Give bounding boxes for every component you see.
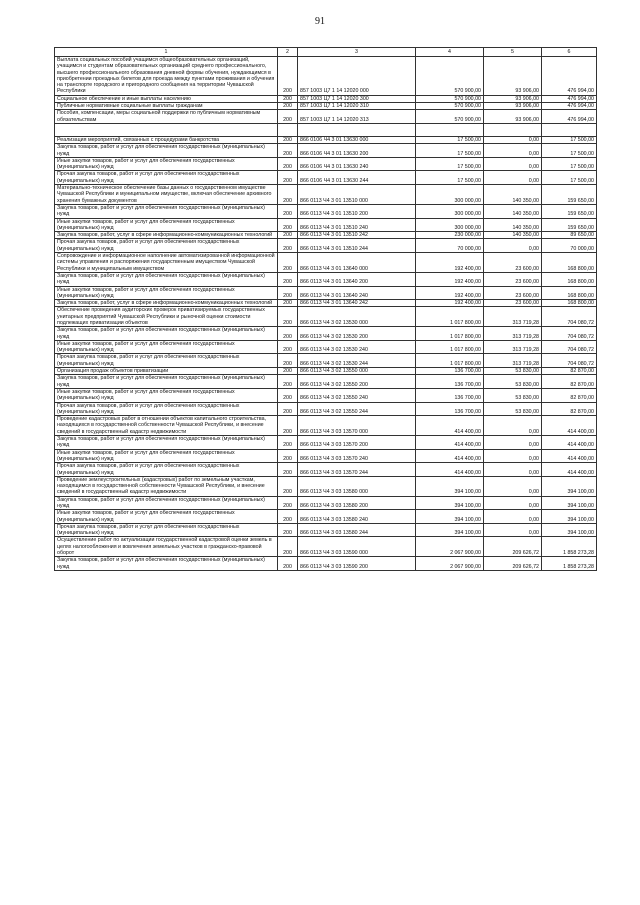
row-column2-cell: 200 <box>278 476 298 496</box>
row-name-cell: Прочая закупка товаров, работ и услуг для обеспечения государственных (муниципальных) нужд <box>55 523 278 537</box>
row-name-cell: Прочая закупка товаров, работ и услуг для обеспечения государственных (муниципальных) нужд <box>55 463 278 477</box>
row-column2-cell: 200 <box>278 307 298 327</box>
table-row <box>55 375 597 389</box>
row-value2-cell: 93 906,00 <box>484 103 542 110</box>
table-row <box>55 144 597 158</box>
row-name-cell: Закупка товаров, работ и услуг для обеспечения государственных (муниципальных) нужд <box>55 436 278 450</box>
row-value2-cell: 0,00 <box>484 239 542 253</box>
row-column2-cell: 200 <box>278 272 298 286</box>
table-row <box>55 307 597 327</box>
table-row <box>55 557 597 571</box>
table-row <box>55 476 597 496</box>
row-code-cell: 866 0106 Ч4 3 01 13630 244 <box>298 171 416 185</box>
row-value3-cell: 1 858 273,28 <box>542 557 597 571</box>
row-column2-cell: 200 <box>278 368 298 375</box>
row-value3-cell: 82 870,00 <box>542 375 597 389</box>
row-name-cell: Материально-техническое обеспечение базы данных о государственном имуществе Чувашской Республики и муниципальном имуществе, включая обеспечение архивного хранения бумажных документов <box>55 185 278 205</box>
row-value1-cell: 414 400,00 <box>416 436 484 450</box>
row-value2-cell: 0,00 <box>484 136 542 143</box>
row-column2-cell: 200 <box>278 510 298 524</box>
row-code-cell: 866 0113 Ч4 3 03 13590 200 <box>298 557 416 571</box>
row-value2-cell: 0,00 <box>484 523 542 537</box>
row-value1-cell: 300 000,00 <box>416 185 484 205</box>
table-row <box>55 388 597 402</box>
row-code-cell: 866 0113 Ч4 3 03 13580 240 <box>298 510 416 524</box>
row-column2-cell: 200 <box>278 327 298 341</box>
row-value1-cell: 394 100,00 <box>416 496 484 510</box>
row-name-cell: Прочая закупка товаров, работ и услуг для обеспечения государственных (муниципальных) нужд <box>55 354 278 368</box>
row-code-cell <box>298 123 416 136</box>
row-value3-cell: 82 870,00 <box>542 388 597 402</box>
row-value2-cell: 140 350,00 <box>484 232 542 239</box>
table-row <box>55 272 597 286</box>
row-value3-cell: 704 080,72 <box>542 307 597 327</box>
row-column2-cell: 200 <box>278 416 298 436</box>
row-code-cell: 866 0113 Ч4 3 01 13640 200 <box>298 272 416 286</box>
row-code-cell: 866 0113 Ч4 3 01 13510 240 <box>298 218 416 232</box>
row-value3-cell: 414 400,00 <box>542 449 597 463</box>
row-value3-cell: 89 650,00 <box>542 232 597 239</box>
row-value2-cell: 0,00 <box>484 449 542 463</box>
table-row <box>55 110 597 124</box>
row-value2-cell: 313 719,28 <box>484 327 542 341</box>
row-code-cell: 866 0113 Ч4 3 01 13510 242 <box>298 232 416 239</box>
row-value2-cell: 0,00 <box>484 463 542 477</box>
row-value1-cell <box>416 123 484 136</box>
row-name-cell: Иные закупки товаров, работ и услуг для обеспечения государственных (муниципальных) нужд <box>55 340 278 354</box>
table-row <box>55 496 597 510</box>
row-value2-cell: 93 906,00 <box>484 110 542 124</box>
row-column2-cell: 200 <box>278 218 298 232</box>
row-value1-cell: 1 017 800,00 <box>416 307 484 327</box>
row-value3-cell <box>542 123 597 136</box>
column-header: 1 <box>55 48 278 57</box>
row-name-cell <box>55 123 278 136</box>
table-row <box>55 354 597 368</box>
row-name-cell: Обеспечение проведения аудиторских проверок приватизируемых государственных унитарных предприятий Чувашской Республики и рыночной оценки стоимости подлежащих приватизации объектов <box>55 307 278 327</box>
row-name-cell: Закупка товаров, работ и услуг для обеспечения государственных (муниципальных) нужд <box>55 375 278 389</box>
row-name-cell: Иные закупки товаров, работ и услуг для обеспечения государственных (муниципальных) нужд <box>55 388 278 402</box>
row-value1-cell: 17 500,00 <box>416 171 484 185</box>
table-row <box>55 157 597 171</box>
row-value3-cell: 17 500,00 <box>542 136 597 143</box>
table-row <box>55 436 597 450</box>
table-row <box>55 537 597 557</box>
row-value3-cell: 168 800,00 <box>542 300 597 307</box>
row-name-cell: Сопровождение и информационное наполнение автоматизированной информационной системы управления и распоряжения государственным имуществом Чувашской Республики и муниципальным имуществом <box>55 253 278 273</box>
table-header-row <box>55 48 597 57</box>
row-value1-cell: 1 017 800,00 <box>416 327 484 341</box>
row-value3-cell: 476 994,00 <box>542 95 597 102</box>
column-header: 5 <box>484 48 542 57</box>
row-value2-cell: 209 626,72 <box>484 557 542 571</box>
row-value3-cell: 168 800,00 <box>542 253 597 273</box>
row-name-cell: Закупка товаров, работ и услуг для обеспечения государственных (муниципальных) нужд <box>55 272 278 286</box>
row-value3-cell: 394 100,00 <box>542 496 597 510</box>
row-code-cell: 857 1003 Ц7 1 14 12020 313 <box>298 110 416 124</box>
row-column2-cell: 200 <box>278 463 298 477</box>
row-code-cell: 866 0113 Ч4 3 02 13550 200 <box>298 375 416 389</box>
row-value1-cell: 17 500,00 <box>416 157 484 171</box>
row-value1-cell: 1 017 800,00 <box>416 354 484 368</box>
row-value2-cell: 313 719,28 <box>484 307 542 327</box>
row-code-cell: 866 0106 Ч4 3 01 13630 240 <box>298 157 416 171</box>
row-value3-cell: 394 100,00 <box>542 476 597 496</box>
row-value1-cell: 192 400,00 <box>416 272 484 286</box>
table-row <box>55 300 597 307</box>
table-row <box>55 171 597 185</box>
row-column2-cell: 200 <box>278 204 298 218</box>
row-value2-cell: 53 830,00 <box>484 375 542 389</box>
table-row <box>55 402 597 416</box>
row-name-cell: Реализация мероприятий, связанных с процедурами банкротства <box>55 136 278 143</box>
row-name-cell: Выплата социальных пособий учащимся общеобразовательных организаций, учащимся и студентам образовательных организаций среднего профессионального, высшего профессионального образования дневной формы обучения, нуждающимся в приобретении проездных билетов для проезда между пунктами проживания и обучения на транспорте городского и пригородного сообщения на территории Чувашской Республики <box>55 57 278 96</box>
row-column2-cell: 200 <box>278 110 298 124</box>
row-column2-cell: 200 <box>278 232 298 239</box>
row-value2-cell: 0,00 <box>484 416 542 436</box>
row-value3-cell: 414 400,00 <box>542 463 597 477</box>
row-value3-cell: 17 500,00 <box>542 171 597 185</box>
column-header: 3 <box>298 48 416 57</box>
row-value2-cell: 23 600,00 <box>484 253 542 273</box>
row-code-cell: 866 0113 Ч4 3 02 13530 240 <box>298 340 416 354</box>
row-code-cell: 857 1003 Ц7 1 14 12020 000 <box>298 57 416 96</box>
row-code-cell: 866 0113 Ч4 3 02 13530 000 <box>298 307 416 327</box>
row-value3-cell: 414 400,00 <box>542 436 597 450</box>
row-value1-cell: 414 400,00 <box>416 416 484 436</box>
row-name-cell: Закупка товаров, работ и услуг для обеспечения государственных (муниципальных) нужд <box>55 204 278 218</box>
table-row <box>55 218 597 232</box>
row-code-cell: 866 0113 Ч4 3 03 13570 200 <box>298 436 416 450</box>
row-code-cell: 866 0113 Ч4 3 02 13550 240 <box>298 388 416 402</box>
row-value3-cell: 394 100,00 <box>542 523 597 537</box>
table-row <box>55 232 597 239</box>
table-row <box>55 253 597 273</box>
table-row <box>55 103 597 110</box>
row-value2-cell: 93 906,00 <box>484 95 542 102</box>
row-value3-cell: 414 400,00 <box>542 416 597 436</box>
table-row <box>55 449 597 463</box>
row-value1-cell: 136 700,00 <box>416 388 484 402</box>
row-value3-cell: 159 650,00 <box>542 204 597 218</box>
row-column2-cell: 200 <box>278 171 298 185</box>
row-value1-cell: 192 400,00 <box>416 300 484 307</box>
row-value2-cell: 0,00 <box>484 157 542 171</box>
row-column2-cell: 200 <box>278 402 298 416</box>
row-value3-cell: 17 500,00 <box>542 157 597 171</box>
column-header: 4 <box>416 48 484 57</box>
row-value3-cell: 17 500,00 <box>542 144 597 158</box>
row-value1-cell: 2 067 900,00 <box>416 537 484 557</box>
row-column2-cell: 200 <box>278 436 298 450</box>
row-value2-cell: 313 719,28 <box>484 340 542 354</box>
row-code-cell: 866 0113 Ч4 3 03 13580 200 <box>298 496 416 510</box>
row-name-cell: Закупка товаров, работ и услуг для обеспечения государственных (муниципальных) нужд <box>55 496 278 510</box>
table-row <box>55 523 597 537</box>
row-value1-cell: 192 400,00 <box>416 253 484 273</box>
row-code-cell: 866 0113 Ч4 3 02 13530 244 <box>298 354 416 368</box>
row-value1-cell: 136 700,00 <box>416 375 484 389</box>
row-column2-cell: 200 <box>278 286 298 300</box>
row-name-cell: Прочая закупка товаров, работ и услуг для обеспечения государственных (муниципальных) нужд <box>55 171 278 185</box>
table-row <box>55 57 597 96</box>
row-value2-cell: 0,00 <box>484 144 542 158</box>
row-column2-cell: 200 <box>278 185 298 205</box>
row-code-cell: 866 0113 Ч4 3 01 13640 240 <box>298 286 416 300</box>
row-name-cell: Социальное обеспечение и иные выплаты населению <box>55 95 278 102</box>
row-code-cell: 866 0113 Ч4 3 01 13640 242 <box>298 300 416 307</box>
row-name-cell: Закупка товаров, работ, услуг в сфере информационно-коммуникационных технологий <box>55 232 278 239</box>
table-row <box>55 463 597 477</box>
row-column2-cell: 200 <box>278 523 298 537</box>
row-value3-cell: 70 000,00 <box>542 239 597 253</box>
row-value2-cell: 0,00 <box>484 171 542 185</box>
table-row <box>55 95 597 102</box>
row-column2-cell: 200 <box>278 157 298 171</box>
row-column2-cell: 200 <box>278 253 298 273</box>
row-name-cell: Организация продаж объектов приватизации <box>55 368 278 375</box>
row-value2-cell: 140 350,00 <box>484 185 542 205</box>
row-value1-cell: 17 500,00 <box>416 144 484 158</box>
row-code-cell: 866 0113 Ч4 3 03 13570 000 <box>298 416 416 436</box>
row-name-cell: Иные закупки товаров, работ и услуг для обеспечения государственных (муниципальных) нужд <box>55 449 278 463</box>
row-name-cell: Проведение землеустроительных (кадастровых) работ по земельным участкам, находящимся в государственной собственности Чувашской Республики, и внесение сведений в государственный кадастр недвижимости <box>55 476 278 496</box>
row-column2-cell: 200 <box>278 300 298 307</box>
row-code-cell: 866 0113 Ч4 3 02 13550 244 <box>298 402 416 416</box>
row-name-cell: Закупка товаров, работ и услуг для обеспечения государственных (муниципальных) нужд <box>55 557 278 571</box>
row-value3-cell: 476 994,00 <box>542 103 597 110</box>
row-value2-cell: 23 600,00 <box>484 286 542 300</box>
table-row <box>55 239 597 253</box>
row-code-cell: 866 0113 Ч4 3 03 13570 240 <box>298 449 416 463</box>
row-name-cell: Прочая закупка товаров, работ и услуг для обеспечения государственных (муниципальных) нужд <box>55 239 278 253</box>
row-column2-cell: 200 <box>278 239 298 253</box>
budget-table <box>54 47 597 571</box>
row-code-cell: 866 0113 Ч4 3 01 13510 200 <box>298 204 416 218</box>
table-row <box>55 136 597 143</box>
row-code-cell: 866 0106 Ч4 3 01 13630 000 <box>298 136 416 143</box>
column-header: 2 <box>278 48 298 57</box>
table-row <box>55 368 597 375</box>
row-column2-cell: 200 <box>278 95 298 102</box>
row-name-cell: Публичные нормативные социальные выплаты гражданам <box>55 103 278 110</box>
row-value1-cell: 2 067 900,00 <box>416 557 484 571</box>
table-row <box>55 510 597 524</box>
row-code-cell: 857 1003 Ц7 1 14 12020 310 <box>298 103 416 110</box>
row-value1-cell: 394 100,00 <box>416 510 484 524</box>
row-value2-cell: 0,00 <box>484 510 542 524</box>
row-value1-cell: 414 400,00 <box>416 449 484 463</box>
row-value1-cell: 230 000,00 <box>416 232 484 239</box>
row-column2-cell: 200 <box>278 103 298 110</box>
row-value1-cell: 570 900,00 <box>416 110 484 124</box>
row-column2-cell: 200 <box>278 557 298 571</box>
row-name-cell: Прочая закупка товаров, работ и услуг для обеспечения государственных (муниципальных) нужд <box>55 402 278 416</box>
row-value2-cell: 53 830,00 <box>484 402 542 416</box>
table-row <box>55 340 597 354</box>
row-value3-cell: 476 994,00 <box>542 110 597 124</box>
row-value3-cell: 476 994,00 <box>542 57 597 96</box>
row-value1-cell: 394 100,00 <box>416 523 484 537</box>
row-name-cell: Иные закупки товаров, работ и услуг для обеспечения государственных (муниципальных) нужд <box>55 286 278 300</box>
row-value3-cell: 394 100,00 <box>542 510 597 524</box>
row-value1-cell: 136 700,00 <box>416 368 484 375</box>
row-value1-cell: 1 017 800,00 <box>416 340 484 354</box>
row-name-cell: Иные закупки товаров, работ и услуг для обеспечения государственных (муниципальных) нужд <box>55 218 278 232</box>
row-value2-cell: 0,00 <box>484 496 542 510</box>
row-value3-cell: 1 858 273,28 <box>542 537 597 557</box>
row-value1-cell: 570 900,00 <box>416 103 484 110</box>
row-name-cell: Закупка товаров, работ, услуг в сфере информационно-коммуникационных технологий <box>55 300 278 307</box>
row-code-cell: 866 0113 Ч4 3 03 13570 244 <box>298 463 416 477</box>
row-column2-cell: 200 <box>278 375 298 389</box>
row-value2-cell: 313 719,28 <box>484 354 542 368</box>
row-code-cell: 866 0113 Ч4 3 01 13510 244 <box>298 239 416 253</box>
row-column2-cell: 200 <box>278 57 298 96</box>
table-row <box>55 204 597 218</box>
row-value2-cell <box>484 123 542 136</box>
table-row <box>55 327 597 341</box>
row-value2-cell: 140 350,00 <box>484 204 542 218</box>
row-column2-cell: 200 <box>278 136 298 143</box>
table-row <box>55 123 597 136</box>
row-column2-cell: 200 <box>278 496 298 510</box>
row-value3-cell: 159 650,00 <box>542 185 597 205</box>
row-value1-cell: 17 500,00 <box>416 136 484 143</box>
row-value2-cell: 53 830,00 <box>484 388 542 402</box>
row-value1-cell: 300 000,00 <box>416 204 484 218</box>
row-value1-cell: 414 400,00 <box>416 463 484 477</box>
row-value3-cell: 168 800,00 <box>542 286 597 300</box>
row-value3-cell: 704 080,72 <box>542 354 597 368</box>
row-value2-cell: 23 600,00 <box>484 272 542 286</box>
row-code-cell: 866 0106 Ч4 3 01 13630 200 <box>298 144 416 158</box>
row-value3-cell: 168 800,00 <box>542 272 597 286</box>
row-code-cell: 866 0113 Ч4 3 03 13590 000 <box>298 537 416 557</box>
table-body <box>55 57 597 571</box>
row-value3-cell: 82 870,00 <box>542 402 597 416</box>
row-name-cell: Иные закупки товаров, работ и услуг для обеспечения государственных (муниципальных) нужд <box>55 510 278 524</box>
row-value3-cell: 704 080,72 <box>542 327 597 341</box>
row-code-cell: 866 0113 Ч4 3 03 13580 000 <box>298 476 416 496</box>
row-value2-cell: 209 626,72 <box>484 537 542 557</box>
row-column2-cell: 200 <box>278 388 298 402</box>
table-row <box>55 185 597 205</box>
row-value2-cell: 0,00 <box>484 476 542 496</box>
row-column2-cell: 200 <box>278 354 298 368</box>
row-value2-cell: 0,00 <box>484 436 542 450</box>
row-code-cell: 857 1003 Ц7 1 14 12020 300 <box>298 95 416 102</box>
row-code-cell: 866 0113 Ч4 3 01 13640 000 <box>298 253 416 273</box>
row-name-cell: Закупка товаров, работ и услуг для обеспечения государственных (муниципальных) нужд <box>55 327 278 341</box>
row-name-cell: Иные закупки товаров, работ и услуг для обеспечения государственных (муниципальных) нужд <box>55 157 278 171</box>
row-value1-cell: 192 400,00 <box>416 286 484 300</box>
column-header: 6 <box>542 48 597 57</box>
row-value2-cell: 140 350,00 <box>484 218 542 232</box>
row-code-cell: 866 0113 Ч4 3 01 13510 000 <box>298 185 416 205</box>
row-code-cell: 866 0113 Ч4 3 03 13580 244 <box>298 523 416 537</box>
table-row <box>55 286 597 300</box>
row-code-cell: 866 0113 Ч4 3 02 13550 000 <box>298 368 416 375</box>
row-value1-cell: 570 900,00 <box>416 57 484 96</box>
row-value1-cell: 394 100,00 <box>416 476 484 496</box>
row-value3-cell: 82 870,00 <box>542 368 597 375</box>
row-column2-cell: 200 <box>278 144 298 158</box>
row-column2-cell: 200 <box>278 449 298 463</box>
row-value1-cell: 570 900,00 <box>416 95 484 102</box>
row-column2-cell: 200 <box>278 537 298 557</box>
table-row <box>55 416 597 436</box>
row-value3-cell: 704 080,72 <box>542 340 597 354</box>
row-name-cell: Проведение кадастровых работ в отношении объектов капитального строительства, находящихся в государственной собственности Чувашской Республики, и внесение сведений в государственный кадастр недвижимости <box>55 416 278 436</box>
row-value1-cell: 300 000,00 <box>416 218 484 232</box>
row-column2-cell <box>278 123 298 136</box>
row-value1-cell: 70 000,00 <box>416 239 484 253</box>
row-value2-cell: 23 600,00 <box>484 300 542 307</box>
row-name-cell: Закупка товаров, работ и услуг для обеспечения государственных (муниципальных) нужд <box>55 144 278 158</box>
page-number: 91 <box>315 16 325 27</box>
row-value3-cell: 159 650,00 <box>542 218 597 232</box>
row-code-cell: 866 0113 Ч4 3 02 13530 200 <box>298 327 416 341</box>
row-value2-cell: 93 906,00 <box>484 57 542 96</box>
row-value1-cell: 136 700,00 <box>416 402 484 416</box>
row-name-cell: Пособия, компенсации, меры социальной поддержки по публичным нормативным обязательствам <box>55 110 278 124</box>
row-column2-cell: 200 <box>278 340 298 354</box>
row-value2-cell: 53 830,00 <box>484 368 542 375</box>
row-name-cell: Осуществление работ по актуализации государственной кадастровой оценки земель в целях налогообложения и вовлечения земельных участков в гражданско-правовой оборот <box>55 537 278 557</box>
